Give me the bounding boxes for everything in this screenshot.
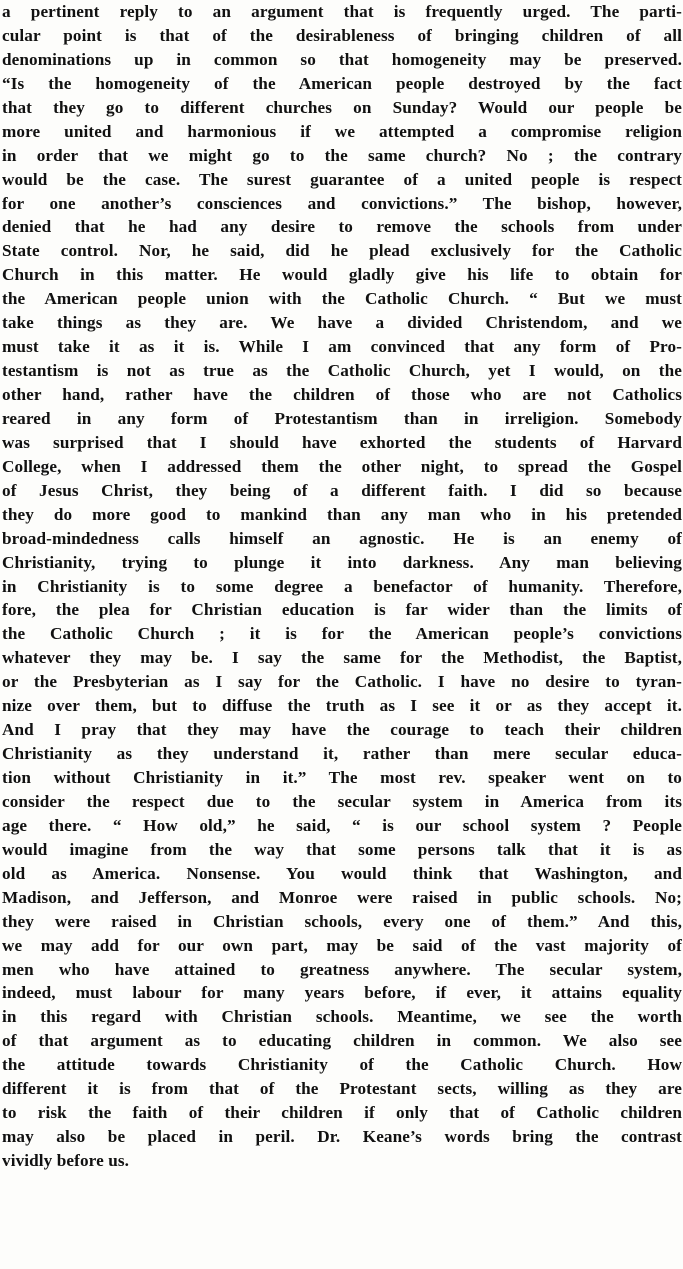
text-line: was surprised that I should have exhorted the students of Harvard (2, 432, 682, 452)
text-line: Christianity as they understand it, rather than mere secular educa- (2, 744, 682, 764)
text-line: of Jesus Christ, they being of a different faith. I did so because (2, 480, 682, 500)
text-line: old as America. Nonsense. You would think that Washington, and (2, 863, 682, 883)
text-line: State control. Nor, he said, did he plead exclusively for the Catholic (2, 241, 682, 261)
text-line: would imagine from the way that some persons talk that it is as (2, 839, 682, 859)
text-line: age there. “ How old,” he said, “ is our school system ? People (2, 815, 682, 835)
text-line: nize over them, but to diffuse the truth as I see it or as they accept it. (2, 696, 682, 716)
text-line: whatever they may be. I say the same for the Methodist, the Baptist, (2, 648, 682, 668)
text-line: consider the respect due to the secular system in America from its (2, 791, 682, 811)
text-line: to risk the faith of their children if only that of Catholic children (2, 1103, 682, 1123)
text-line: broad-mindedness calls himself an agnostic. He is an enemy of (2, 528, 682, 548)
text-line: reared in any form of Protestantism than in irreligion. Somebody (2, 408, 682, 428)
text-line: Christianity, trying to plunge it into darkness. Any man believing (2, 552, 682, 572)
text-line: they were raised in Christian schools, every one of them.” And this, (2, 911, 682, 931)
text-line: or the Presbyterian as I say for the Catholic. I have no desire to tyran- (2, 672, 682, 692)
text-line: Church in this matter. He would gladly give his life to obtain for (2, 265, 682, 285)
text-line: in Christianity is to some degree a benefactor of humanity. Therefore, (2, 576, 682, 596)
text-line: And I pray that they may have the courage to teach their children (2, 720, 682, 740)
text-line: different it is from that of the Protestant sects, willing as they are (2, 1079, 682, 1099)
text-line: for one another’s consciences and convictions.” The bishop, however, (2, 193, 682, 213)
text-line: the American people union with the Catholic Church. “ But we must (2, 289, 682, 309)
text-line: that they go to different churches on Sunday? Would our people be (2, 97, 682, 117)
text-line: College, when I addressed them the other night, to spread the Gospel (2, 456, 682, 476)
text-line: take things as they are. We have a divided Christendom, and we (2, 313, 682, 333)
text-line: more united and harmonious if we attempted a compromise religion (2, 121, 682, 141)
text-line: a pertinent reply to an argument that is frequently urged. The parti- (2, 2, 682, 21)
text-line: men who have attained to greatness anywhere. The secular system, (2, 959, 682, 979)
text-line: other hand, rather have the children of those who are not Catholics (2, 385, 682, 404)
text-line: may also be placed in peril. Dr. Keane’s words bring the contrast (2, 1127, 682, 1147)
text-line: cular point is that of the desirableness of bringing children of all (2, 25, 682, 45)
text-line: vividly before us. (2, 1151, 130, 1170)
text-line: Madison, and Jefferson, and Monroe were raised in public schools. No; (2, 887, 682, 907)
text-line: in this regard with Christian schools. Meantime, we see the worth (2, 1007, 682, 1027)
text-line: the attitude towards Christianity of the Catholic Church. How (2, 1055, 682, 1075)
text-line: testantism is not as true as the Catholic Church, yet I would, on the (2, 361, 682, 381)
text-line: would be the case. The surest guarantee of a united people is respect (2, 169, 682, 189)
text-line: the Catholic Church ; it is for the American people’s convictions (2, 624, 682, 644)
text-line: we may add for our own part, may be said of the vast majority of (2, 935, 682, 955)
text-line: they do more good to mankind than any man who in his pretended (2, 504, 682, 524)
text-line: of that argument as to educating children in common. We also see (2, 1031, 682, 1051)
text-line: in order that we might go to the same church? No ; the contrary (2, 145, 682, 165)
article-body (2, 0, 683, 1173)
text-line: must take it as it is. While I am convinced that any form of Pro- (2, 337, 682, 357)
text-line: indeed, must labour for many years before, if ever, it attains equality (2, 983, 682, 1003)
text-line: denominations up in common so that homogeneity may be preserved. (2, 49, 682, 69)
text-line: tion without Christianity in it.” The most rev. speaker went on to (2, 768, 682, 787)
text-line: denied that he had any desire to remove the schools from under (2, 217, 682, 237)
text-line: fore, the plea for Christian education is far wider than the limits of (2, 600, 682, 620)
text-line: “Is the homogeneity of the American people destroyed by the fact (2, 73, 682, 93)
